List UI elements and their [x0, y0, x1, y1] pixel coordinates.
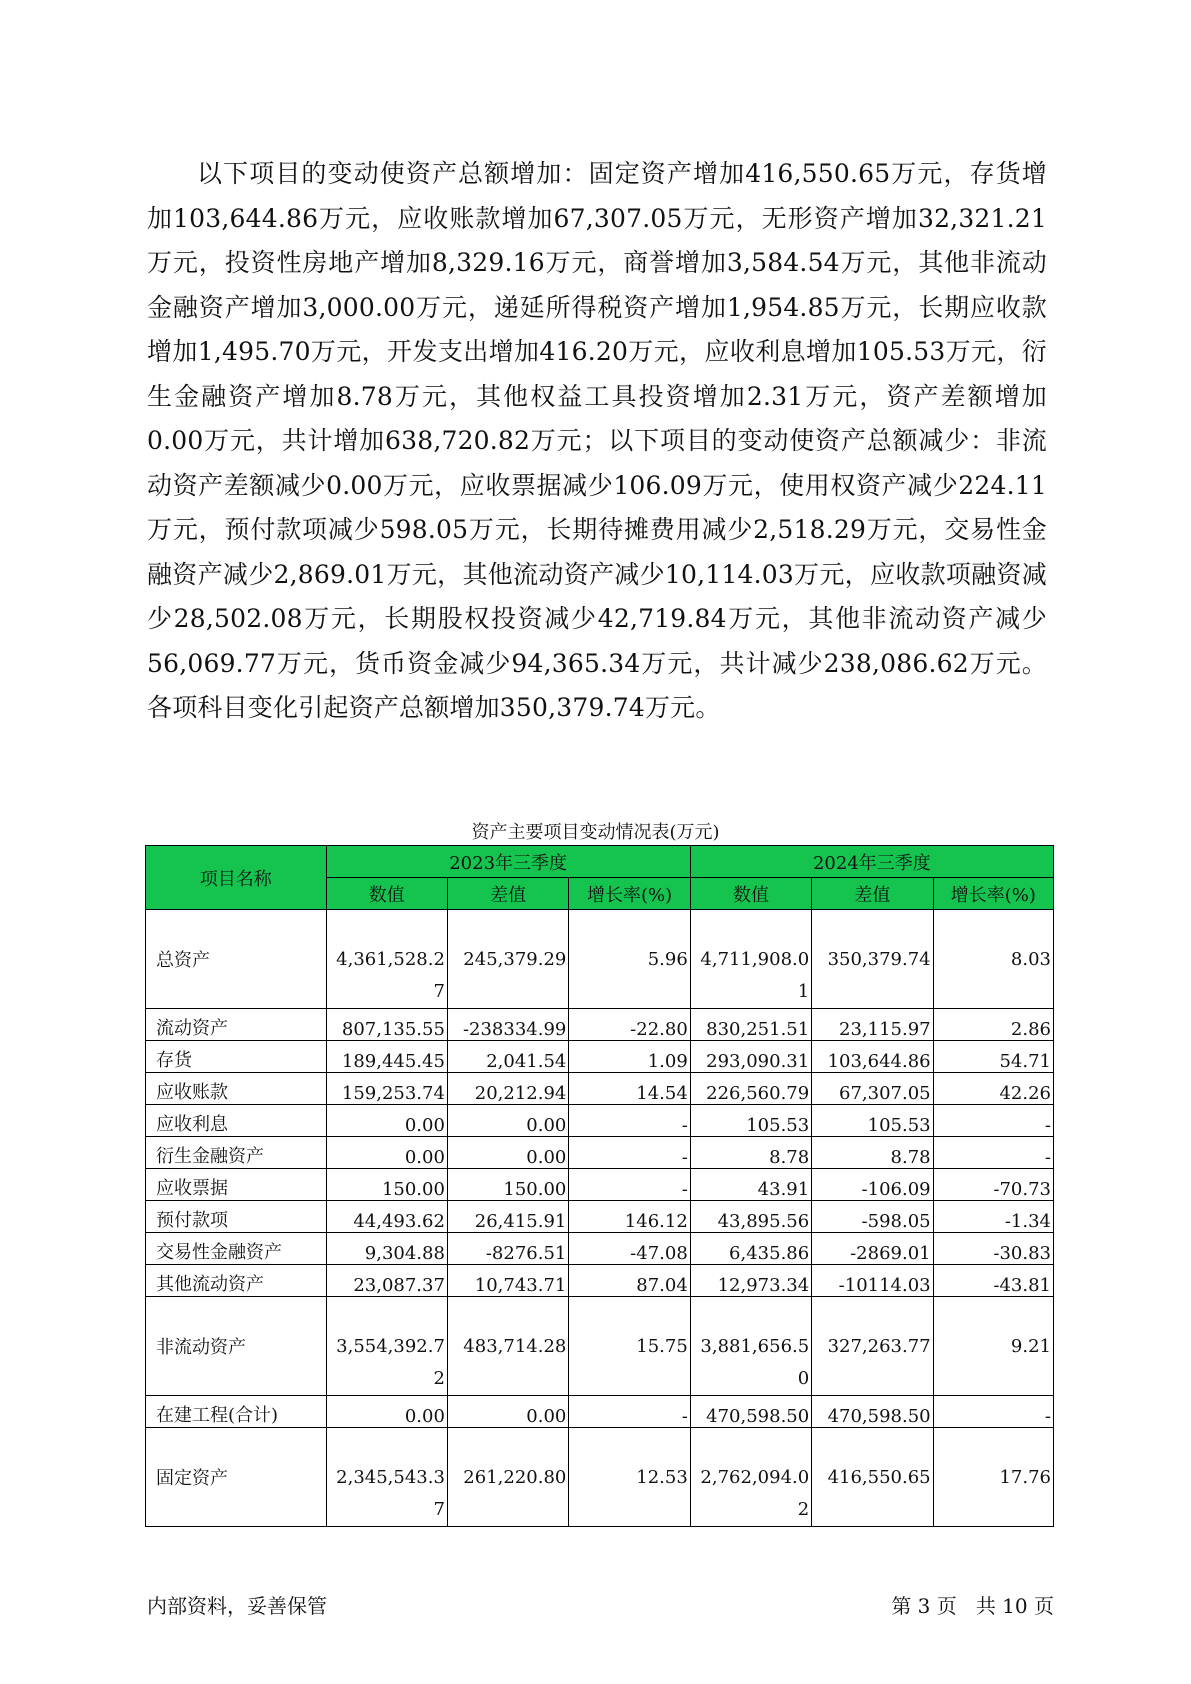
rate-2023: 87.04: [569, 1265, 690, 1297]
diff-2024: 103,644.86: [812, 1041, 933, 1073]
rate-2024: -30.83: [933, 1233, 1053, 1265]
value-2023: 2,345,543.37: [326, 1428, 447, 1527]
table-row: [146, 1297, 1054, 1396]
table-row: [146, 1169, 1054, 1201]
rate-2024: -: [933, 1105, 1053, 1137]
diff-2023: 2,041.54: [447, 1041, 568, 1073]
diff-2024: 8.78: [812, 1137, 933, 1169]
diff-2023: 0.00: [447, 1105, 568, 1137]
row-name: 非流动资产: [146, 1297, 327, 1396]
header-period-2024: 2024年三季度: [690, 846, 1053, 878]
diff-2023: 150.00: [447, 1169, 568, 1201]
rate-2023: -: [569, 1169, 690, 1201]
header-value-2023: 数值: [326, 878, 447, 910]
rate-2024: -1.34: [933, 1201, 1053, 1233]
value-2024: 830,251.51: [690, 1009, 811, 1041]
value-2024: 43.91: [690, 1169, 811, 1201]
rate-2024: -43.81: [933, 1265, 1053, 1297]
rate-2024: 2.86: [933, 1009, 1053, 1041]
table-row: [146, 1009, 1054, 1041]
header-diff-2023: 差值: [447, 878, 568, 910]
rate-2024: 9.21: [933, 1297, 1053, 1396]
value-2024: 12,973.34: [690, 1265, 811, 1297]
diff-2024: 105.53: [812, 1105, 933, 1137]
row-name: 交易性金融资产: [146, 1233, 327, 1265]
value-2024: 3,881,656.50: [690, 1297, 811, 1396]
header-item-name: 项目名称: [146, 846, 327, 910]
value-2023: 23,087.37: [326, 1265, 447, 1297]
value-2024: 293,090.31: [690, 1041, 811, 1073]
diff-2024: 67,307.05: [812, 1073, 933, 1105]
rate-2024: 8.03: [933, 910, 1053, 1009]
header-rate-2024: 增长率(%): [933, 878, 1053, 910]
diff-2023: 20,212.94: [447, 1073, 568, 1105]
row-name: 固定资产: [146, 1428, 327, 1527]
row-name: 衍生金融资产: [146, 1137, 327, 1169]
diff-2024: 327,263.77: [812, 1297, 933, 1396]
rate-2023: -22.80: [569, 1009, 690, 1041]
header-value-2024: 数值: [690, 878, 811, 910]
rate-2023: 1.09: [569, 1041, 690, 1073]
footer-confidential-note: 内部资料，妥善保管: [147, 1594, 327, 1618]
row-name: 存货: [146, 1041, 327, 1073]
table-caption: 资产主要项目变动情况表(万元): [471, 822, 720, 843]
rate-2023: -47.08: [569, 1233, 690, 1265]
rate-2023: 146.12: [569, 1201, 690, 1233]
table-row: [146, 1137, 1054, 1169]
value-2024: 43,895.56: [690, 1201, 811, 1233]
row-name: 流动资产: [146, 1009, 327, 1041]
footer-page-number: 第 3 页 共 10 页: [891, 1594, 1054, 1618]
value-2023: 807,135.55: [326, 1009, 447, 1041]
row-name: 应收票据: [146, 1169, 327, 1201]
table-row: [146, 910, 1054, 1009]
header-rate-2023: 增长率(%): [569, 878, 690, 910]
diff-2023: 0.00: [447, 1396, 568, 1428]
value-2024: 226,560.79: [690, 1073, 811, 1105]
diff-2024: 350,379.74: [812, 910, 933, 1009]
rate-2024: -: [933, 1396, 1053, 1428]
row-name: 总资产: [146, 910, 327, 1009]
rate-2024: 42.26: [933, 1073, 1053, 1105]
rate-2024: 17.76: [933, 1428, 1053, 1527]
rate-2023: 12.53: [569, 1428, 690, 1527]
diff-2024: -10114.03: [812, 1265, 933, 1297]
value-2023: 0.00: [326, 1396, 447, 1428]
table-row: [146, 1396, 1054, 1428]
diff-2024: -106.09: [812, 1169, 933, 1201]
diff-2023: 0.00: [447, 1137, 568, 1169]
rate-2023: 14.54: [569, 1073, 690, 1105]
diff-2024: -2869.01: [812, 1233, 933, 1265]
diff-2024: -598.05: [812, 1201, 933, 1233]
value-2023: 0.00: [326, 1137, 447, 1169]
table-row: [146, 1041, 1054, 1073]
rate-2024: -70.73: [933, 1169, 1053, 1201]
header-diff-2024: 差值: [812, 878, 933, 910]
diff-2023: -238334.99: [447, 1009, 568, 1041]
table-row: [146, 1201, 1054, 1233]
rate-2023: -: [569, 1137, 690, 1169]
diff-2023: 261,220.80: [447, 1428, 568, 1527]
row-name: 应收账款: [146, 1073, 327, 1105]
rate-2024: 54.71: [933, 1041, 1053, 1073]
value-2023: 4,361,528.27: [326, 910, 447, 1009]
value-2024: 4,711,908.01: [690, 910, 811, 1009]
table-row: [146, 1428, 1054, 1527]
rate-2023: 5.96: [569, 910, 690, 1009]
value-2024: 105.53: [690, 1105, 811, 1137]
diff-2024: 470,598.50: [812, 1396, 933, 1428]
row-name: 其他流动资产: [146, 1265, 327, 1297]
table-row: [146, 1105, 1054, 1137]
value-2023: 44,493.62: [326, 1201, 447, 1233]
diff-2023: -8276.51: [447, 1233, 568, 1265]
diff-2023: 483,714.28: [447, 1297, 568, 1396]
row-name: 预付款项: [146, 1201, 327, 1233]
diff-2023: 10,743.71: [447, 1265, 568, 1297]
value-2024: 6,435.86: [690, 1233, 811, 1265]
value-2024: 8.78: [690, 1137, 811, 1169]
diff-2023: 245,379.29: [447, 910, 568, 1009]
row-name: 应收利息: [146, 1105, 327, 1137]
diff-2024: 23,115.97: [812, 1009, 933, 1041]
value-2023: 150.00: [326, 1169, 447, 1201]
value-2023: 0.00: [326, 1105, 447, 1137]
value-2023: 159,253.74: [326, 1073, 447, 1105]
value-2024: 2,762,094.02: [690, 1428, 811, 1527]
header-period-2023: 2023年三季度: [326, 846, 690, 878]
asset-change-table: [145, 845, 1054, 1527]
table-row: [146, 1233, 1054, 1265]
table-row: [146, 1073, 1054, 1105]
value-2023: 3,554,392.72: [326, 1297, 447, 1396]
value-2023: 9,304.88: [326, 1233, 447, 1265]
body-paragraph: 以下项目的变动使资产总额增加：固定资产增加416,550.65万元，存货增加103,644.86万元，应收账款增加67,307.05万元，无形资产增加32,321.21万元，投资性房地产增加8,329.16万元，商誉增加3,584.54万元，其他非流动金融资产增加3,000.00万元，递延所得税资产增加1,954.85万元，长期应收款增加1,495.70万元，开发支出增加416.20万元，应收利息增加105.53万元，衍生金融资产增加8.78万元，其他权益工具投资增加2.31万元，资产差额增加0.00万元，共计增加638,720.82万元；以下项目的变动使资产总额减少：非流动资产差额减少0.00万元，应收票据减少106.09万元，使用权资产减少224.11万元，预付款项减少598.05万元，长期待摊费用减少2,518.29万元，交易性金融资产减少2,869.01万元，其他流动资产减少10,114.03万元，应收款项融资减少28,502.08万元，长期股权投资减少42,719.84万元，其他非流动资产减少56,069.77万元，货币资金减少94,365.34万元，共计减少238,086.62万元。各项科目变化引起资产总额增加350,379.74万元。: [147, 159, 1047, 722]
rate-2023: -: [569, 1396, 690, 1428]
value-2024: 470,598.50: [690, 1396, 811, 1428]
rate-2023: 15.75: [569, 1297, 690, 1396]
row-name: 在建工程(合计): [146, 1396, 327, 1428]
rate-2023: -: [569, 1105, 690, 1137]
table-row: [146, 1265, 1054, 1297]
rate-2024: -: [933, 1137, 1053, 1169]
diff-2024: 416,550.65: [812, 1428, 933, 1527]
value-2023: 189,445.45: [326, 1041, 447, 1073]
diff-2023: 26,415.91: [447, 1201, 568, 1233]
